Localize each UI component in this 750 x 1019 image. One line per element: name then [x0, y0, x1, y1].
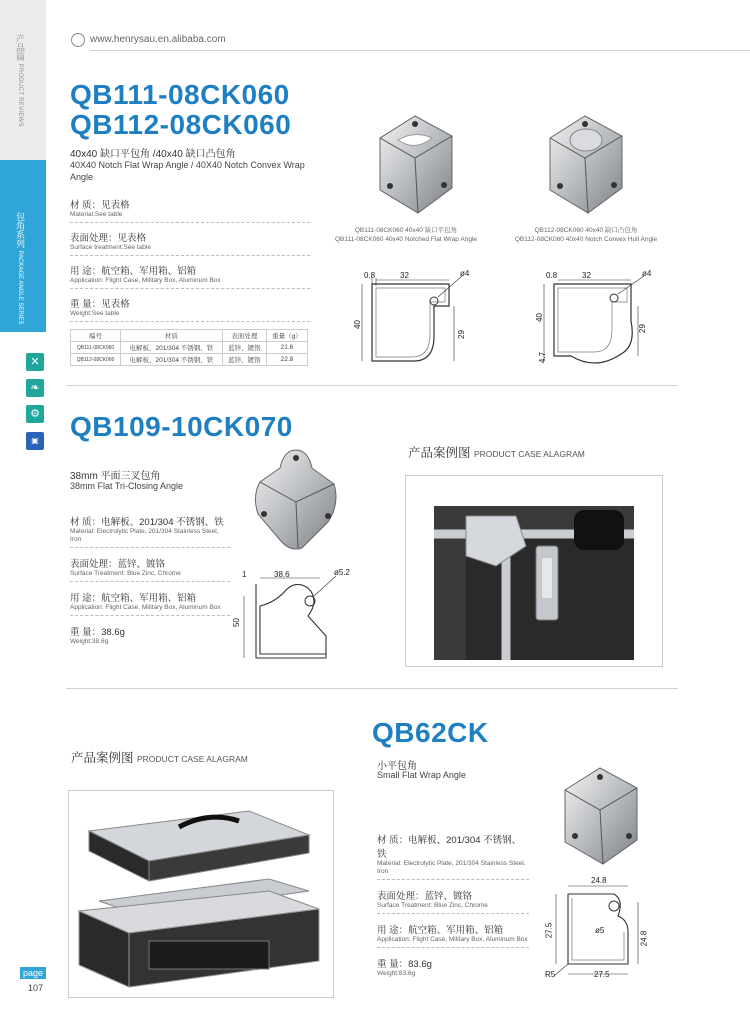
table-row: QB112-08CK060 电解板、201/304 不锈钢、铁 蓝锌、镀铬 22.8: [71, 354, 308, 366]
product3-photo: [555, 760, 645, 868]
product3-case-photo: [68, 790, 334, 998]
dim-b-bulge: 4.7: [538, 351, 548, 364]
product2-name-cn: 38mm 平面三叉包角: [70, 471, 161, 482]
dim-b-height: 40: [534, 313, 544, 322]
product1-photo-convex: [540, 108, 630, 220]
certificate-icon: ▣: [26, 432, 44, 450]
product2-photo: [250, 444, 342, 554]
spec-material: 材 质：电解板、201/304 不锈钢、铁 Material: Electrolytic Plate, 201/304 Stainless Steel, Iron: [70, 514, 230, 548]
spec-use: 用 途：航空箱、军用箱、铝箱 Application: Flight Case, Military Box, Aluminum Box: [70, 590, 230, 616]
product2-title: QB109-10CK070: [70, 411, 293, 442]
product1-drawing-a: [354, 266, 489, 371]
spec-surface: 表面处理：蓝锌、镀铬 Surface Treatment: Blue Zinc, Chrome: [377, 888, 529, 914]
product1-specs: [70, 197, 310, 322]
dim-hole: ø5.2: [334, 568, 351, 577]
product1-drawing-b: [536, 266, 671, 371]
section-tab-top: [14, 34, 25, 127]
spec-material: 材 质：电解板、201/304 不锈钢、铁 Material: Electrolytic Plate, 201/304 Stainless Steel, Iron: [377, 832, 529, 880]
header-divider: [90, 50, 750, 51]
section-blue-cn: 包角系列: [15, 212, 25, 248]
product1-title-2: QB112-08CK060: [70, 109, 292, 140]
dim-hole: ø5: [595, 926, 605, 935]
section-top-en: PRODUCT REVIEWS: [17, 63, 23, 127]
product1-photo-flat: [370, 108, 460, 220]
dim-top-width: 24.8: [591, 876, 607, 885]
section-divider-2: [66, 688, 678, 689]
spec-weight: 重 量：见表格 Weight:See table: [70, 296, 310, 322]
product3-specs: [377, 832, 529, 978]
product2-name-en: 38mm Flat Tri-Closing Angle: [70, 481, 184, 491]
product1-name-en: 40X40 Notch Flat Wrap Angle / 40X40 Notch Convex Wrap Angle: [70, 160, 305, 182]
gear-icon: ⚙: [26, 405, 44, 423]
section-divider-1: [66, 385, 678, 386]
dim-thickness: 1: [242, 570, 247, 579]
spec-weight: 重 量：83.6g Weight:83.6g: [377, 959, 432, 977]
product2-drawing: [236, 566, 361, 666]
page-label: page: [20, 967, 46, 979]
dim-a-height: 40: [352, 320, 362, 329]
product1-caption-b: QB112-08CK060 40x40 缺口凸包角 QB112-08CK060 40x40 Notch Convex Hull Angle: [514, 227, 658, 243]
leaf-icon: ❧: [26, 379, 44, 397]
section-blue-en: PACKAGE ANGLE SERIES: [17, 250, 23, 325]
dim-radius: R5: [545, 970, 556, 979]
header-url[interactable]: www.henrysau.en.alibaba.com: [90, 34, 226, 45]
spec-surface: 表面处理：见表格 Surface treatment:See table: [70, 230, 310, 256]
product2-case-photo: [405, 475, 663, 667]
spec-use: 用 途：航空箱、军用箱、铝箱 Application: Flight Case, Military Box, Aluminum Box: [70, 263, 310, 289]
spec-material: 材 质：见表格 Material:See table: [70, 197, 310, 223]
spec-use: 用 途：航空箱、军用箱、铝箱 Application: Flight Case, Military Box, Aluminum Box: [377, 922, 529, 948]
dim-bottom-width: 27.5: [594, 970, 610, 979]
dim-left-height: 27.5: [544, 922, 554, 939]
dim-height: 50: [231, 618, 241, 627]
page-number: 107: [28, 983, 44, 993]
dim-a-thickness: 0.8: [364, 271, 376, 280]
product3-name-en: Small Flat Wrap Angle: [377, 770, 466, 780]
product3-name-cn: 小平包角: [377, 761, 417, 772]
spec-weight: 重 量：38.6g Weight:38.6g: [70, 627, 125, 645]
product1-title-1: QB111-08CK060: [70, 79, 290, 110]
product2-specs: [70, 514, 230, 646]
section-tab-package: [14, 212, 25, 324]
dim-b-hole: ø4: [642, 269, 652, 278]
case-photo-image: [69, 791, 333, 997]
dim-b-width: 32: [582, 271, 591, 280]
spec-surface: 表面处理：蓝锌、镀铬 Surface Treatment: Blue Zinc, Chrome: [70, 556, 230, 582]
dim-right-height: 24.8: [639, 930, 649, 947]
product2-case-title: 产品案例图 PRODUCT CASE ALAGRAM: [408, 446, 585, 460]
section-top-cn: 产品篇: [15, 34, 25, 61]
table-header-row: 编号 材质 表面处理 重量（g）: [71, 330, 308, 342]
tools-icon: ✕: [26, 353, 44, 371]
product1-name-cn: 40x40 缺口平包角 /40x40 缺口凸包角: [70, 149, 236, 160]
globe-icon: [71, 33, 85, 47]
dim-b-depth: 29: [637, 324, 647, 333]
product1-caption-a: QB111-08CK060 40x40 缺口平包角 QB111-08CK060 40x40 Notched Flat Wrap Angle: [334, 227, 477, 243]
dim-a-depth: 29: [456, 330, 466, 339]
product1-table: [70, 329, 308, 366]
product3-title: QB62CK: [372, 717, 489, 748]
table-row: QB111-08CK060 电解板、201/304 不锈钢、铁 蓝锌、镀铬 21.6: [71, 342, 308, 354]
case-photo-image: [406, 476, 662, 666]
dim-a-width: 32: [400, 271, 409, 280]
dim-b-thickness: 0.8: [546, 271, 558, 280]
dim-a-hole: ø4: [460, 269, 470, 278]
product3-case-title: 产品案例图 PRODUCT CASE ALAGRAM: [71, 751, 248, 765]
dim-width: 38.6: [274, 570, 290, 579]
